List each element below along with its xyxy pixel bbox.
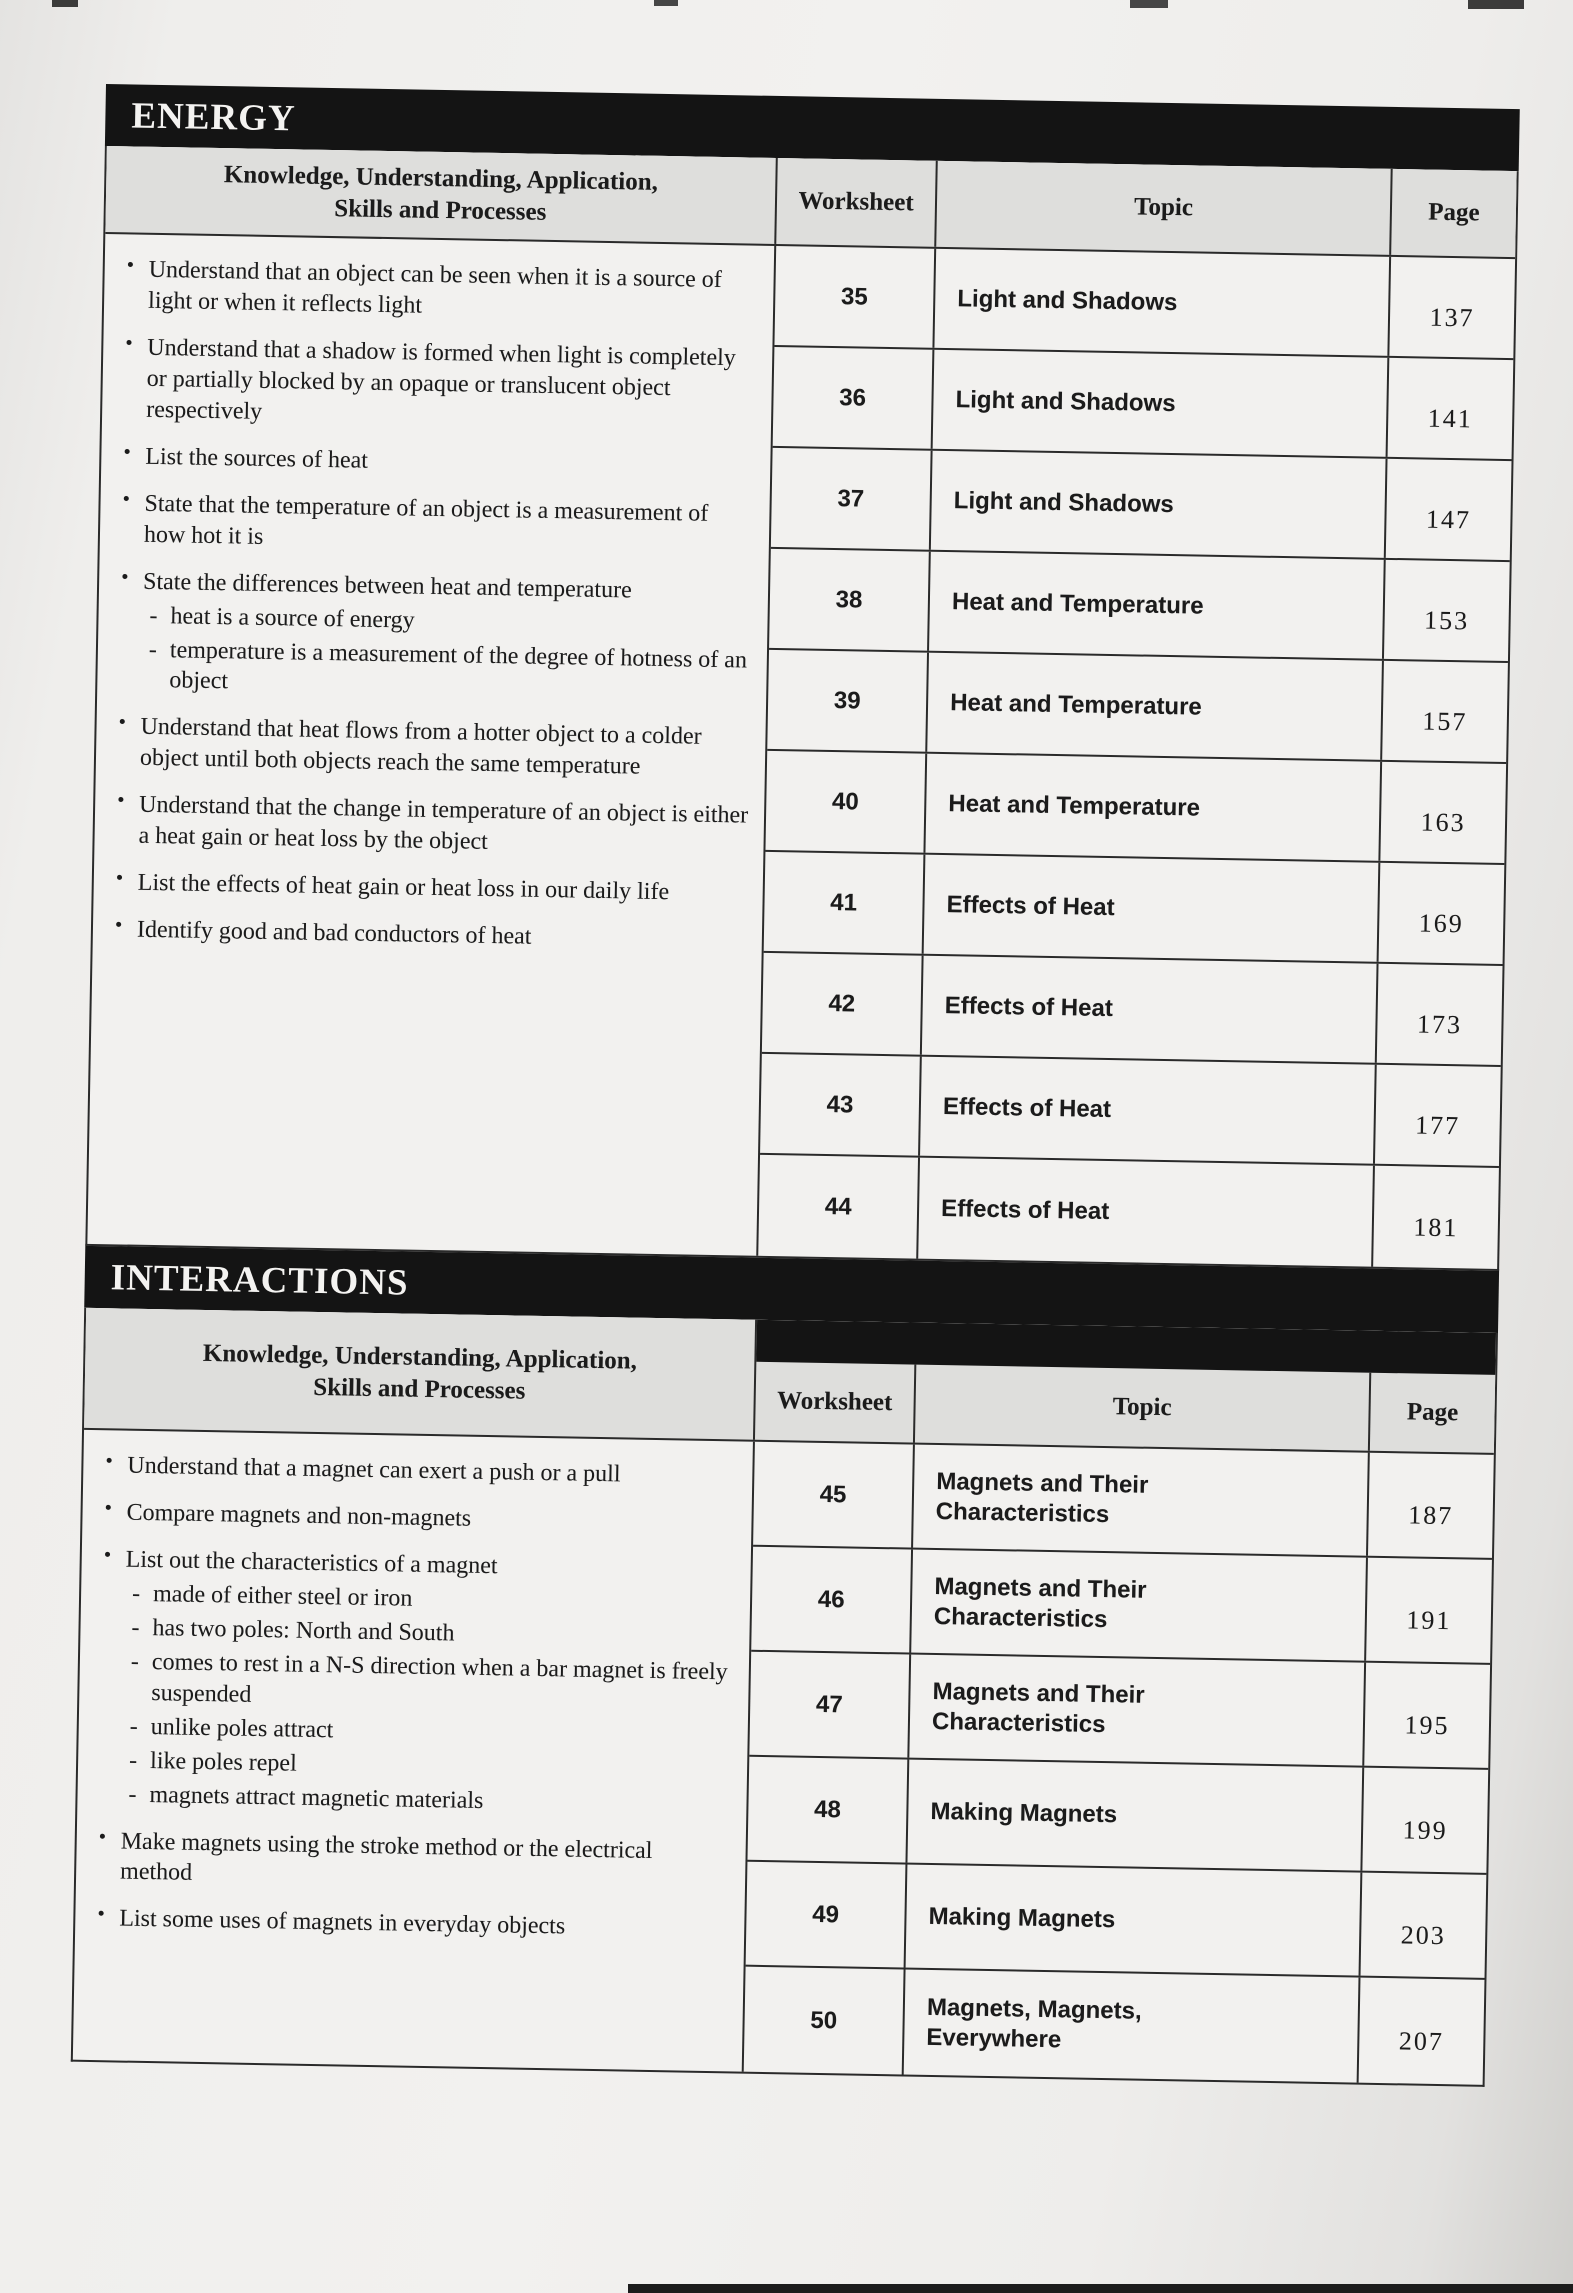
section-title: INTERACTIONS <box>110 1256 409 1304</box>
interactions-objectives <box>73 1430 753 2072</box>
worksheet-number: 35 <box>840 282 868 311</box>
page-number: 199 <box>1360 1768 1488 1873</box>
objective-subitem: - heat is a source of energy <box>142 600 752 642</box>
page-number: 203 <box>1359 1873 1487 1978</box>
section-title: ENERGY <box>131 94 297 139</box>
table-row <box>766 751 1507 865</box>
objective-item: • Identify good and bad conductors of heat <box>105 914 747 956</box>
objective-subitem: - made of either steel or iron <box>125 1578 735 1620</box>
topic-column-header: Topic <box>934 161 1390 255</box>
page-number: 153 <box>1382 560 1510 661</box>
table-row <box>748 1757 1489 1875</box>
worksheet-number: 50 <box>810 2006 838 2034</box>
table-row <box>760 1054 1501 1168</box>
topic-cell: Making Magnets <box>906 1760 1363 1871</box>
page-number: 147 <box>1384 459 1512 560</box>
worksheet-number: 42 <box>828 989 856 1017</box>
page-number: 173 <box>1375 964 1503 1065</box>
interactions-table <box>71 1308 1498 2087</box>
table-row <box>773 347 1514 461</box>
worksheet-number: 38 <box>835 585 863 614</box>
worksheet-number: 36 <box>839 383 867 412</box>
knowledge-header-line2: Skills and Processes <box>334 195 547 226</box>
energy-column-headers <box>774 158 1516 257</box>
page-number: 195 <box>1362 1663 1490 1768</box>
energy-objectives <box>87 234 774 1256</box>
table-row <box>769 549 1510 663</box>
objective-item: • Make magnets using the stroke method or the electrical method <box>88 1826 730 1899</box>
page-number: 141 <box>1386 358 1514 459</box>
energy-table <box>85 146 1518 1271</box>
topic-cell: Effects of Heat <box>922 855 1379 962</box>
worksheet-number: 40 <box>831 787 860 816</box>
topic-cell: Heat and Temperature <box>924 754 1381 861</box>
topic-cell: Effects of Heat <box>918 1057 1375 1164</box>
worksheet-number: 37 <box>837 484 865 513</box>
objective-item: • Understand that a shadow is formed when light is completely or partially blocked by an opaque or translucent object respectively <box>114 332 757 436</box>
topic-cell: Effects of Heat <box>916 1158 1373 1267</box>
objective-subitem: - temperature is a measurement of the degree of hotness of an object <box>141 634 751 707</box>
worksheet-column-header: Worksheet <box>798 187 914 217</box>
objective-item: • State that the temperature of an object is a measurement of how hot it is <box>112 488 754 561</box>
objective-subitem: - magnets attract magnetic materials <box>121 1779 731 1821</box>
objective-item: • Compare magnets and non-magnets <box>94 1497 736 1539</box>
table-row <box>751 1547 1492 1665</box>
knowledge-header-line2: Skills and Processes <box>313 1373 526 1405</box>
page-number: 187 <box>1366 1453 1494 1558</box>
topic-cell: Effects of Heat <box>920 956 1377 1063</box>
worksheet-number: 43 <box>826 1090 854 1118</box>
knowledge-header-line1: Knowledge, Understanding, Application, <box>202 1339 638 1375</box>
worksheet-number: 39 <box>833 686 861 715</box>
objective-subitem: - like poles repel <box>122 1745 732 1787</box>
page-column-header: Page <box>1389 169 1516 257</box>
topic-cell: Light and Shadows <box>931 350 1388 457</box>
objective-subitem: - comes to rest in a N-S direction when a bar magnet is freely suspended <box>123 1646 733 1719</box>
topic-cell: Light and Shadows <box>933 249 1390 356</box>
objective-item: • List the sources of heat <box>113 441 755 483</box>
table-row <box>746 1862 1487 1980</box>
interactions-column-headers <box>753 1320 1496 1453</box>
page-edge-mark <box>52 0 78 7</box>
contents-page <box>71 84 1520 2087</box>
page-number: 191 <box>1364 1558 1492 1663</box>
worksheet-number: 46 <box>817 1585 845 1613</box>
objective-item: • Understand that a magnet can exert a push or a pull <box>95 1450 737 1492</box>
topic-column-header: Topic <box>913 1365 1369 1451</box>
table-row <box>749 1652 1490 1770</box>
topic-cell: Light and Shadows <box>929 451 1386 558</box>
topic-cell: Magnets and Their Characteristics <box>907 1655 1364 1766</box>
page-edge-strip <box>628 2284 1573 2293</box>
page-edge-mark <box>1130 0 1168 8</box>
page-number: 137 <box>1387 257 1515 358</box>
topic-cell: Magnets and Their Characteristics <box>909 1550 1366 1661</box>
objective-item: • List some uses of magnets in everyday objects <box>87 1903 729 1945</box>
knowledge-header-line1: Knowledge, Understanding, Application, <box>223 160 659 196</box>
objective-item: • Understand that heat flows from a hotter object to a colder object until both objects reach the same temperature <box>108 712 750 785</box>
objective-item: • List out the characteristics of a magnet - made of either steel or iron - has two poles: North and South - comes to rest in a N-S direction when a bar magnet is freely suspended - unlike poles attract - like poles repel - magnets attract magnetic materials <box>89 1544 735 1821</box>
page-number: 157 <box>1380 661 1508 762</box>
topic-cell: Heat and Temperature <box>925 653 1382 760</box>
objective-item: • Understand that an object can be seen when it is a source of light or when it reflects light <box>116 254 758 327</box>
objective-item: • State the differences between heat and temperature - heat is a source of energy - temperature is a measurement of the degree of hotness of an object <box>109 566 752 707</box>
worksheet-column-header: Worksheet <box>776 1387 893 1417</box>
table-row <box>762 953 1503 1067</box>
objective-item: • List the effects of heat gain or heat loss in our daily life <box>106 867 748 909</box>
page-number: 163 <box>1378 762 1506 863</box>
topic-cell: Magnets and Their Characteristics <box>911 1445 1368 1556</box>
page-number: 177 <box>1373 1065 1501 1166</box>
page-number: 181 <box>1371 1166 1499 1269</box>
table-row <box>767 650 1508 764</box>
worksheet-number: 49 <box>812 1900 840 1928</box>
objective-subitem: - unlike poles attract <box>122 1711 732 1753</box>
topic-cell: Making Magnets <box>904 1865 1361 1976</box>
worksheet-number: 45 <box>819 1480 847 1508</box>
interactions-worksheet-rows <box>742 1442 1494 2085</box>
interactions-table-body <box>73 1430 1494 2085</box>
table-row <box>764 852 1505 966</box>
worksheet-number: 41 <box>830 888 858 916</box>
page-edge-mark <box>654 0 678 6</box>
objective-subitem: - has two poles: North and South <box>124 1612 734 1654</box>
page-number: 207 <box>1357 1978 1485 2085</box>
knowledge-header <box>105 146 775 244</box>
energy-table-body <box>87 234 1515 1269</box>
energy-worksheet-rows <box>756 246 1515 1269</box>
page-edge-mark <box>1468 0 1524 9</box>
page-column-header: Page <box>1368 1373 1495 1453</box>
topic-cell: Magnets, Magnets, Everywhere <box>902 1969 1359 2082</box>
table-row <box>753 1442 1494 1560</box>
table-row <box>775 246 1516 360</box>
table-row <box>744 1967 1485 2085</box>
objective-item: • Understand that the change in temperature of an object is either a heat gain or heat loss by the object <box>106 789 748 862</box>
table-row <box>758 1155 1499 1269</box>
knowledge-header <box>84 1308 755 1440</box>
table-row <box>771 448 1512 562</box>
worksheet-number: 47 <box>815 1690 843 1718</box>
worksheet-number: 44 <box>824 1192 852 1220</box>
worksheet-number: 48 <box>813 1795 842 1823</box>
page-number: 169 <box>1377 863 1505 964</box>
topic-cell: Heat and Temperature <box>927 552 1384 659</box>
